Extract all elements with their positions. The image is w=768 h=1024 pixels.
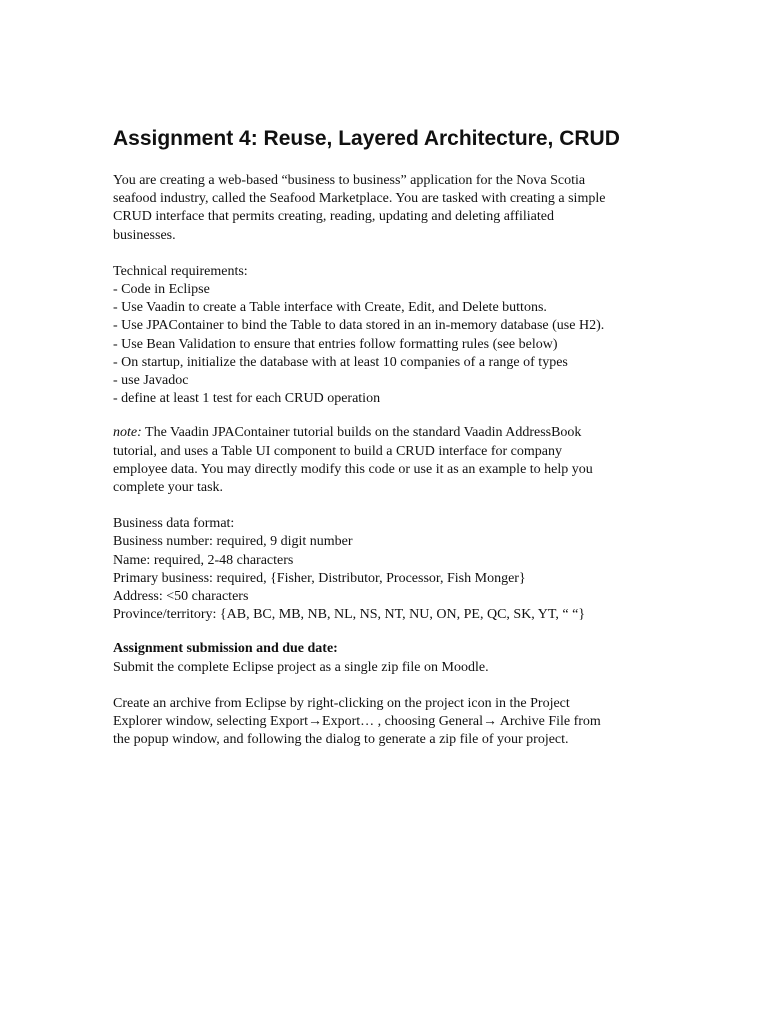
note-paragraph <box>113 424 673 497</box>
tech-item: - define at least 1 test for each CRUD operation <box>113 391 381 407</box>
tech-item: - On startup, initialize the database with at least 10 companies of a range of types <box>113 354 568 370</box>
archive-paragraph <box>113 695 673 750</box>
archive-line: Create an archive from Eclipse by right-clicking on the project icon in the Project <box>113 695 570 711</box>
note-line: complete your task. <box>113 480 224 496</box>
tech-item: - use Javadoc <box>113 373 189 389</box>
format-item: Primary business: required, {Fisher, Distributor, Processor, Fish Monger} <box>113 570 526 586</box>
archive-line: Explorer window, selecting Export→Export… , choosing General→ Archive File from <box>113 714 601 730</box>
format-item: Province/territory: {AB, BC, MB, NB, NL, NS, NT, NU, ON, PE, QC, SK, YT, “ “} <box>113 607 586 623</box>
note-line: tutorial, and uses a Table UI component to build a CRUD interface for company <box>113 443 562 459</box>
submission-heading: Assignment submission and due date: <box>113 641 338 657</box>
format-item: Address: <50 characters <box>113 589 249 605</box>
submission-section <box>113 640 673 676</box>
note-line: employee data. You may directly modify this code or use it as an example to help you <box>113 461 593 477</box>
tech-item: - Code in Eclipse <box>113 282 210 298</box>
tech-item: - Use JPAContainer to bind the Table to data stored in an in-memory database (use H2). <box>113 318 605 334</box>
intro-line: CRUD interface that permits creating, reading, updating and deleting affiliated <box>113 209 554 225</box>
note-label: note: <box>113 425 142 441</box>
note-first-line <box>113 424 673 442</box>
tech-item: - Use Bean Validation to ensure that entries follow formatting rules (see below) <box>113 336 558 352</box>
intro-line: You are creating a web-based “business to business” application for the Nova Scotia <box>113 173 586 188</box>
document-body <box>113 172 673 749</box>
intro-line: businesses. <box>113 227 176 243</box>
business-data-format <box>113 515 673 624</box>
tech-item: - Use Vaadin to create a Table interface with Create, Edit, and Delete buttons. <box>113 300 547 316</box>
archive-line: the popup window, and following the dialog to generate a zip file of your project. <box>113 732 569 748</box>
intro-line: seafood industry, called the Seafood Marketplace. You are tasked with creating a simple <box>113 191 606 207</box>
format-item: Name: required, 2-48 characters <box>113 552 294 568</box>
intro-paragraph <box>113 172 673 245</box>
technical-requirements <box>113 263 673 409</box>
format-heading: Business data format: <box>113 516 235 532</box>
document-title: Assignment 4: Reuse, Layered Architecture, CRUD <box>113 127 620 150</box>
submission-text: Submit the complete Eclipse project as a single zip file on Moodle. <box>113 659 489 675</box>
tech-heading: Technical requirements: <box>113 263 248 279</box>
note-line: The Vaadin JPAContainer tutorial builds on the standard Vaadin AddressBook <box>141 425 582 441</box>
format-item: Business number: required, 9 digit number <box>113 534 353 550</box>
